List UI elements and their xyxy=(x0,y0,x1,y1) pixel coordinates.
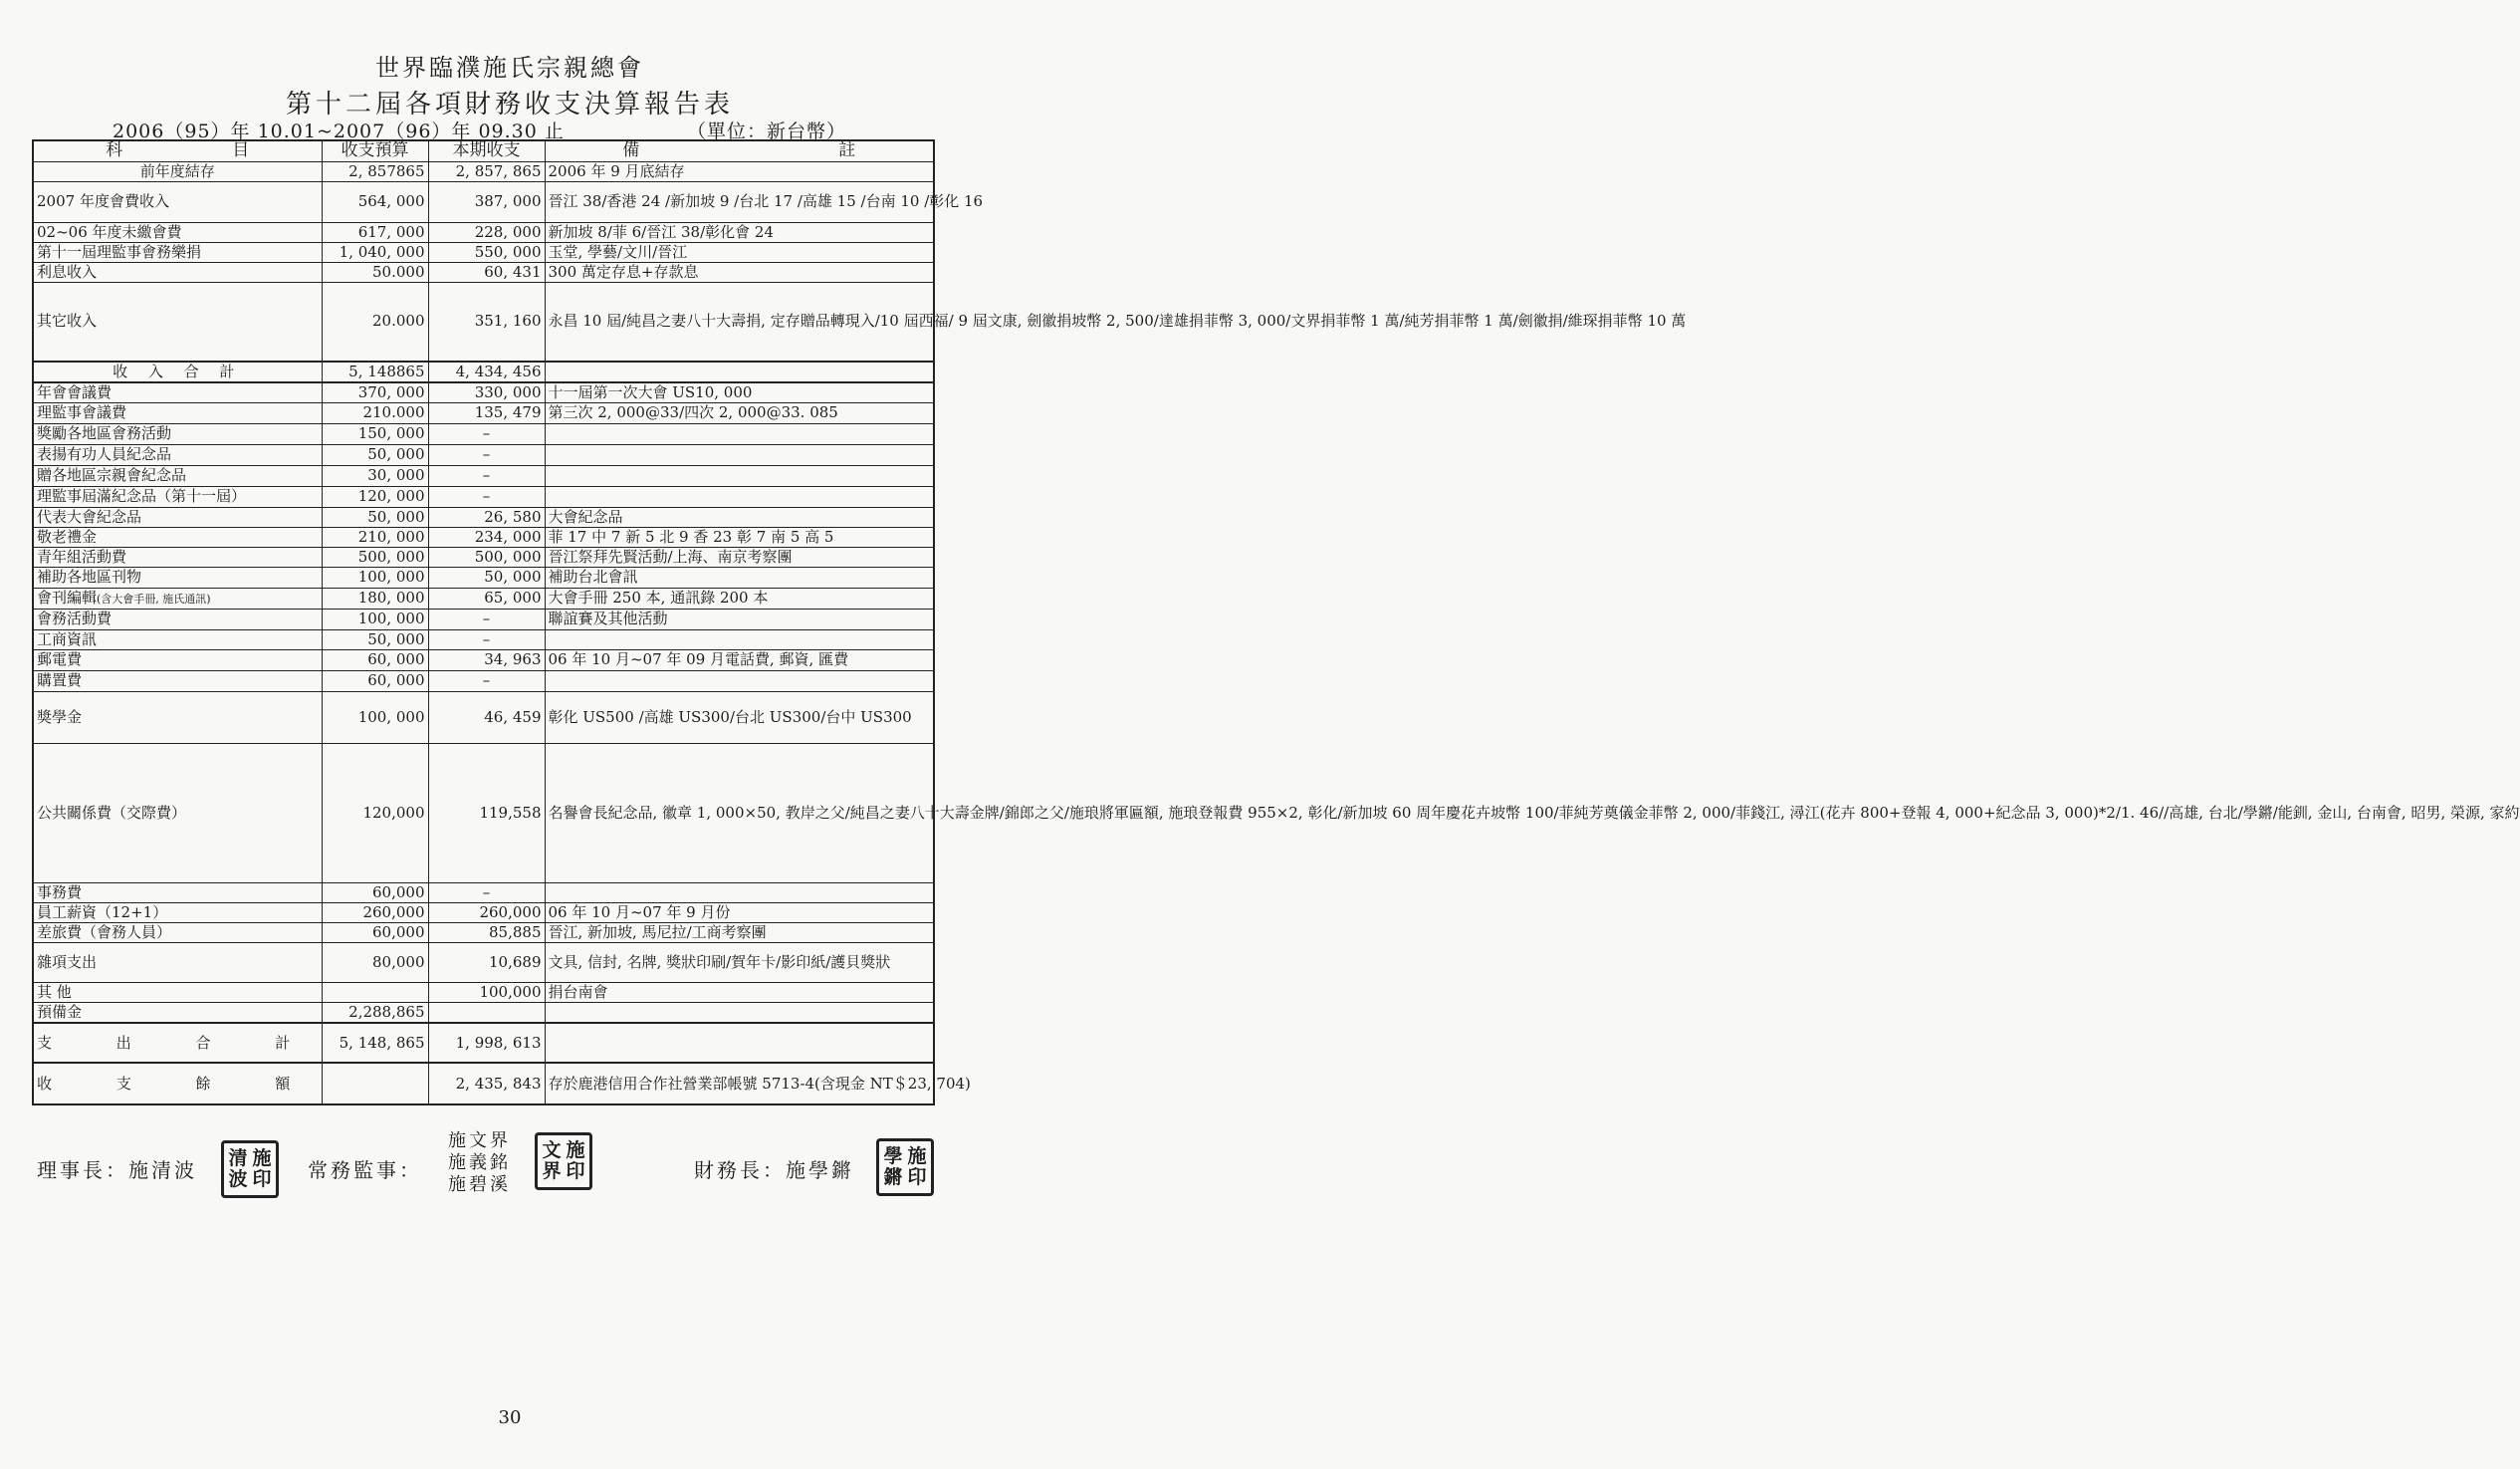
subject-header-b: 目 xyxy=(232,140,250,161)
row-note: 永昌 10 屆/純昌之妻八十大壽捐, 定存贈品轉現入/10 屆西福/ 9 屆文康, 劍徽捐坡幣 2, 500/達雄捐菲幣 3, 000/文界捐菲幣 1 萬/純芳捐菲幣 1 萬/劍徽捐/維琛捐菲幣 10 萬 xyxy=(545,282,934,362)
row-budget: 210.000 xyxy=(322,402,428,423)
row-actual: – xyxy=(428,444,545,465)
table-row xyxy=(33,629,934,649)
row-subject xyxy=(33,486,322,507)
row-actual xyxy=(428,1002,545,1023)
row-subject-text: 獎學金 xyxy=(37,707,83,726)
row-subject xyxy=(33,507,322,527)
row-budget: 210, 000 xyxy=(322,527,428,547)
row-budget: 617, 000 xyxy=(322,222,428,242)
row-budget: 2,288,865 xyxy=(322,1002,428,1023)
row-actual: 330, 000 xyxy=(428,382,545,402)
subject-header-a: 科 xyxy=(106,140,123,161)
table-row xyxy=(33,588,934,609)
chairman-label: 理事長：施清波 xyxy=(37,1158,197,1182)
row-budget: 100, 000 xyxy=(322,567,428,588)
row-actual: 34, 963 xyxy=(428,649,545,670)
row-subject xyxy=(33,670,322,691)
balance-actual: 2, 435, 843 xyxy=(428,1063,545,1104)
column-header-actual: 本期收支 xyxy=(428,140,545,161)
row-subject xyxy=(33,902,322,922)
row-subject xyxy=(33,444,322,465)
balance-note: 存於鹿港信用合作社營業部帳號 5713-4(含現金 NT＄23, 704) xyxy=(545,1063,934,1104)
row-budget: 60,000 xyxy=(322,922,428,942)
table-row xyxy=(33,242,934,262)
row-subject-text: 會刊編輯 xyxy=(37,588,98,607)
row-budget: 1, 040, 000 xyxy=(322,242,428,262)
row-actual: 10,689 xyxy=(428,942,545,982)
supervisor-seal-icon xyxy=(535,1132,592,1190)
row-actual: – xyxy=(428,670,545,691)
row-budget: 60, 000 xyxy=(322,670,428,691)
table-row xyxy=(33,181,934,222)
table-header-row xyxy=(33,140,934,161)
row-budget xyxy=(322,982,428,1002)
row-subject xyxy=(33,567,322,588)
income-total-label: 收 入 合 計 xyxy=(33,362,322,382)
row-actual: 387, 000 xyxy=(428,181,545,222)
seal-char: 施 xyxy=(252,1147,272,1169)
row-note: 晉江 38/香港 24 /新加坡 9 /台北 17 /高雄 15 /台南 10 /彰化 16 xyxy=(545,181,934,222)
org-title: 世界臨濮施氏宗親總會 xyxy=(375,54,644,82)
row-subject-text: 2007 年度會費收入 xyxy=(37,192,169,210)
row-subject xyxy=(33,982,322,1002)
supervisor-label: 常務監事： xyxy=(308,1158,422,1182)
seal-char: 學 xyxy=(883,1145,903,1167)
row-actual: 50, 000 xyxy=(428,567,545,588)
row-note: 大會紀念品 xyxy=(545,507,934,527)
row-subject xyxy=(33,691,322,743)
balance-budget xyxy=(322,1063,428,1104)
row-subject-text: 郵電費 xyxy=(37,650,83,668)
income-total-row xyxy=(33,362,934,382)
supervisor-names xyxy=(448,1130,511,1196)
row-note xyxy=(545,486,934,507)
row-subject xyxy=(33,262,322,282)
currency-unit: （單位：新台幣） xyxy=(687,121,847,142)
table-row xyxy=(33,882,934,902)
row-note: 玉堂, 學藝/文川/晉江 xyxy=(545,242,934,262)
row-budget: 370, 000 xyxy=(322,382,428,402)
table-row xyxy=(33,382,934,402)
chairman-seal-icon xyxy=(221,1140,279,1198)
expense-total-note xyxy=(545,1023,934,1063)
row-note: 彰化 US500 /高雄 US300/台北 US300/台中 US300 xyxy=(545,691,934,743)
row-budget: 150, 000 xyxy=(322,423,428,444)
row-subject-text: 事務費 xyxy=(37,882,83,901)
table-row xyxy=(33,1002,934,1023)
row-subject-text: 理監事屆滿紀念品（第十一屆） xyxy=(37,487,247,505)
row-actual: – xyxy=(428,465,545,486)
row-budget: 100, 000 xyxy=(322,609,428,629)
row-subject xyxy=(33,942,322,982)
row-subject-small: (含大會手冊, 施氏通訊) xyxy=(97,592,211,606)
row-subject-text: 其它收入 xyxy=(37,312,98,331)
row-subject xyxy=(33,743,322,882)
row-subject-text: 利息收入 xyxy=(37,262,98,281)
row-actual: 65, 000 xyxy=(428,588,545,609)
row-budget: 100, 000 xyxy=(322,691,428,743)
table-row xyxy=(33,486,934,507)
row-note: 十一屆第一次大會 US10, 000 xyxy=(545,382,934,402)
row-actual: 60, 431 xyxy=(428,262,545,282)
row-subject-text: 理監事會議費 xyxy=(37,403,127,421)
row-subject xyxy=(33,629,322,649)
seal-char: 施 xyxy=(907,1145,927,1167)
row-note xyxy=(545,882,934,902)
row-actual: 85,885 xyxy=(428,922,545,942)
row-subject-text: 公共關係費（交際費） xyxy=(37,803,187,822)
row-budget: 120, 000 xyxy=(322,486,428,507)
row-subject-text: 第十一屆理監事會務樂捐 xyxy=(37,242,202,261)
report-title: 第十二屆各項財務收支決算報告表 xyxy=(285,90,734,120)
table-row xyxy=(33,609,934,629)
balance-row xyxy=(33,1063,934,1104)
table-row xyxy=(33,982,934,1002)
row-note: 300 萬定存息+存款息 xyxy=(545,262,934,282)
row-subject-text: 補助各地區刊物 xyxy=(37,568,142,586)
table-row xyxy=(33,444,934,465)
row-actual: 135, 479 xyxy=(428,402,545,423)
row-actual: – xyxy=(428,609,545,629)
row-subject xyxy=(33,423,322,444)
row-budget: 564, 000 xyxy=(322,181,428,222)
seal-char: 界 xyxy=(542,1160,562,1182)
row-actual: – xyxy=(428,423,545,444)
row-budget: 60, 000 xyxy=(322,649,428,670)
row-subject xyxy=(33,588,322,609)
column-header-remark xyxy=(545,140,934,161)
table-row xyxy=(33,567,934,588)
row-subject xyxy=(33,181,322,222)
row-subject-text: 青年組活動費 xyxy=(37,547,127,566)
column-header-budget: 收支預算 xyxy=(322,140,428,161)
row-note: 捐台南會 xyxy=(545,982,934,1002)
row-subject xyxy=(33,527,322,547)
row-subject-text: 工商資訊 xyxy=(37,629,98,648)
row-subject xyxy=(33,402,322,423)
row-subject xyxy=(33,382,322,402)
row-actual: – xyxy=(428,486,545,507)
table-row xyxy=(33,902,934,922)
row-budget: 30, 000 xyxy=(322,465,428,486)
row-budget: 50, 000 xyxy=(322,507,428,527)
expense-total-row xyxy=(33,1023,934,1063)
finance-table xyxy=(32,139,2520,1105)
row-note xyxy=(545,423,934,444)
table-row xyxy=(33,922,934,942)
supervisor-name: 施文界 xyxy=(448,1130,511,1151)
row-subject xyxy=(33,609,322,629)
row-budget: 2, 857865 xyxy=(322,161,428,181)
seal-char: 鏘 xyxy=(883,1166,903,1188)
table-row xyxy=(33,282,934,362)
row-subject xyxy=(33,465,322,486)
row-budget: 20.000 xyxy=(322,282,428,362)
seal-char: 印 xyxy=(566,1160,585,1182)
row-note: 06 年 10 月~07 年 9 月份 xyxy=(545,902,934,922)
row-note: 晉江祭拜先賢活動/上海、南京考察團 xyxy=(545,547,934,567)
row-subject xyxy=(33,222,322,242)
row-subject xyxy=(33,161,322,181)
table-row xyxy=(33,649,934,670)
table-row xyxy=(33,465,934,486)
table-row xyxy=(33,262,934,282)
row-actual: 234, 000 xyxy=(428,527,545,547)
page-number: 30 xyxy=(498,1407,522,1428)
row-subject-text: 表揚有功人員紀念品 xyxy=(37,445,172,463)
row-actual: 260,000 xyxy=(428,902,545,922)
income-total-budget: 5, 148865 xyxy=(322,362,428,382)
row-budget: 50, 000 xyxy=(322,629,428,649)
table-row xyxy=(33,670,934,691)
row-subject-text: 預備金 xyxy=(37,1002,83,1021)
table-row xyxy=(33,402,934,423)
table-row xyxy=(33,423,934,444)
row-subject-text: 購置費 xyxy=(37,671,83,689)
row-note xyxy=(545,1002,934,1023)
row-actual: 550, 000 xyxy=(428,242,545,262)
table-row xyxy=(33,161,934,181)
row-subject xyxy=(33,649,322,670)
seal-char: 印 xyxy=(907,1166,927,1188)
row-note: 2006 年 9 月底結存 xyxy=(545,161,934,181)
table-row xyxy=(33,527,934,547)
remark-header-b: 註 xyxy=(838,140,856,161)
column-header-subject xyxy=(33,140,322,161)
row-subject xyxy=(33,282,322,362)
row-actual: 500, 000 xyxy=(428,547,545,567)
supervisor-name: 施義銘 xyxy=(448,1152,511,1173)
supervisor-name: 施碧溪 xyxy=(448,1174,511,1195)
row-note: 補助台北會訊 xyxy=(545,567,934,588)
row-budget: 260,000 xyxy=(322,902,428,922)
signature-area xyxy=(0,1130,1020,1210)
row-subject-text: 會務活動費 xyxy=(37,610,113,627)
row-actual: 46, 459 xyxy=(428,691,545,743)
row-note: 晉江, 新加坡, 馬尼拉/工商考察團 xyxy=(545,922,934,942)
row-note: 菲 17 中 7 新 5 北 9 香 23 彰 7 南 5 高 5 xyxy=(545,527,934,547)
row-budget: 120,000 xyxy=(322,743,428,882)
row-note: 名譽會長紀念品, 徽章 1, 000×50, 教岸之父/純昌之妻八十大壽金牌/錦郎之父/施琅將軍匾額, 施琅登報費 955×2, 彰化/新加坡 60 周年慶花卉坡幣 100/菲純芳奠儀金菲幣 2, 000/菲錢江, 潯江(花卉 800+登報 4, 000+紀念品 3, 000)*2/1. 46//高雄, 台北/學鏘/能釧, 金山, 台南會, 昭男, 榮源, 家約 xyxy=(545,743,934,882)
treasurer-label: 財務長：施學鏘 xyxy=(694,1158,854,1182)
row-note: 聯誼賽及其他活動 xyxy=(545,609,934,629)
seal-char: 波 xyxy=(228,1168,248,1190)
row-subject xyxy=(33,882,322,902)
row-note xyxy=(545,444,934,465)
row-note: 大會手冊 250 本, 通訊錄 200 本 xyxy=(545,588,934,609)
treasurer-seal-icon xyxy=(876,1138,934,1196)
row-subject-text: 贈各地區宗親會紀念品 xyxy=(37,466,187,484)
row-subject-text: 獎勵各地區會務活動 xyxy=(37,424,172,442)
row-subject-text: 年會會議費 xyxy=(37,382,113,401)
table-row xyxy=(33,547,934,567)
row-budget: 60,000 xyxy=(322,882,428,902)
row-budget: 50, 000 xyxy=(322,444,428,465)
row-actual: 2, 857, 865 xyxy=(428,161,545,181)
balance-label: 收 支 餘 額 xyxy=(33,1063,322,1104)
remark-header-a: 備 xyxy=(622,140,640,161)
row-subject-text: 敬老禮金 xyxy=(37,527,98,546)
table-row xyxy=(33,507,934,527)
row-subject-text: 02~06 年度未繳會費 xyxy=(37,222,182,241)
table-row xyxy=(33,222,934,242)
row-subject-text: 代表大會紀念品 xyxy=(37,507,142,526)
row-subject-text: 前年度結存 xyxy=(139,161,215,180)
row-note: 第三次 2, 000@33/四次 2, 000@33. 085 xyxy=(545,402,934,423)
table-row xyxy=(33,743,934,882)
row-budget: 50.000 xyxy=(322,262,428,282)
row-actual: 351, 160 xyxy=(428,282,545,362)
row-budget: 500, 000 xyxy=(322,547,428,567)
row-subject-text: 雜項支出 xyxy=(37,952,98,971)
row-actual: 119,558 xyxy=(428,743,545,882)
row-subject-text: 差旅費（會務人員） xyxy=(37,922,172,941)
row-actual: – xyxy=(428,629,545,649)
seal-char: 文 xyxy=(542,1139,562,1161)
row-subject-text: 其 他 xyxy=(37,982,72,1001)
row-note: 新加坡 8/菲 6/晉江 38/彰化會 24 xyxy=(545,222,934,242)
expense-total-budget: 5, 148, 865 xyxy=(322,1023,428,1063)
report-period: 2006（95）年 10.01~2007（96）年 09.30 止 xyxy=(113,121,565,142)
expense-total-actual: 1, 998, 613 xyxy=(428,1023,545,1063)
seal-char: 清 xyxy=(228,1147,248,1169)
row-actual: 26, 580 xyxy=(428,507,545,527)
row-budget: 80,000 xyxy=(322,942,428,982)
row-subject-text: 員工薪資（12+1） xyxy=(37,902,168,921)
row-note: 文具, 信封, 名牌, 獎狀印刷/賀年卡/影印紙/護貝獎狀 xyxy=(545,942,934,982)
row-note xyxy=(545,670,934,691)
row-actual: 100,000 xyxy=(428,982,545,1002)
seal-char: 印 xyxy=(252,1168,272,1190)
row-note xyxy=(545,465,934,486)
row-actual: 228, 000 xyxy=(428,222,545,242)
row-subject xyxy=(33,242,322,262)
row-subject xyxy=(33,1002,322,1023)
row-subject xyxy=(33,922,322,942)
row-actual: – xyxy=(428,882,545,902)
row-note xyxy=(545,629,934,649)
income-total-actual: 4, 434, 456 xyxy=(428,362,545,382)
row-budget: 180, 000 xyxy=(322,588,428,609)
table-row xyxy=(33,942,934,982)
row-note: 06 年 10 月~07 年 09 月電話費, 郵資, 匯費 xyxy=(545,649,934,670)
income-total-note xyxy=(545,362,934,382)
table-row xyxy=(33,691,934,743)
seal-char: 施 xyxy=(566,1139,585,1161)
row-subject xyxy=(33,547,322,567)
expense-total-label: 支 出 合 計 xyxy=(33,1023,322,1063)
